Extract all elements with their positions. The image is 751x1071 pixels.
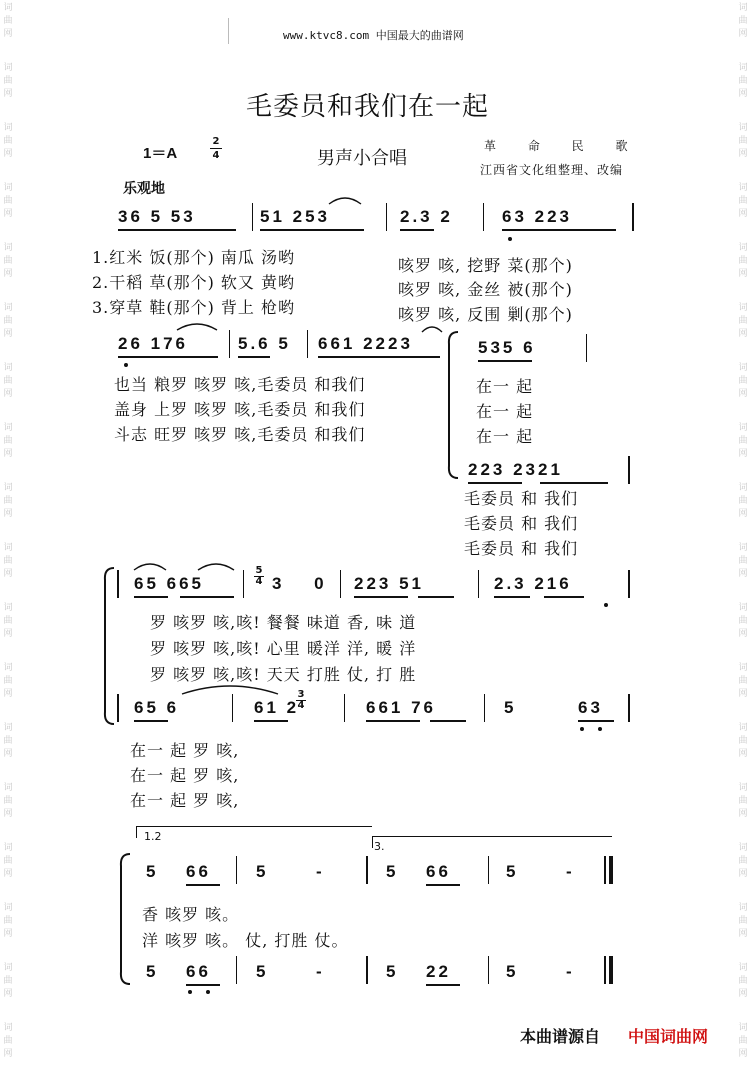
watermark-text: 词 曲 网 <box>738 723 748 759</box>
watermark-text: 词 曲 网 <box>738 483 748 519</box>
barline <box>236 856 237 884</box>
barline <box>117 570 119 598</box>
watermark-text: 词 曲 网 <box>3 543 13 579</box>
notes-s3-m2: 3 0 <box>272 574 338 593</box>
beam <box>426 984 460 986</box>
beam <box>354 596 408 598</box>
notes-s2-upper: 535 6 <box>478 338 536 357</box>
lyric-s2-v3: 斗志 旺罗 咳罗 咳,毛委员 和我们 <box>114 425 366 444</box>
lyric-s3-lower-v2: 在一 起 罗 咳, <box>130 766 240 785</box>
lyric-lower-v1: 毛委员 和 我们 <box>464 489 579 508</box>
credit-arranger: 江西省文化组整理、改编 <box>480 163 624 177</box>
lyric-s3-v1: 罗 咳罗 咳,咳! 餐餐 味道 香, 味 道 <box>150 613 417 632</box>
watermark-text: 词 曲 网 <box>738 543 748 579</box>
octave-dot <box>206 990 210 994</box>
notes-s3-lower-m2: 61 2 <box>254 698 300 717</box>
slur <box>420 322 444 334</box>
watermark-text: 词 曲 网 <box>3 903 13 939</box>
watermark-text: 词 曲 网 <box>738 663 748 699</box>
volta-label-1: 1.2 <box>144 830 162 843</box>
lyric-upper-v3: 在一 起 <box>476 427 534 446</box>
octave-dot <box>124 363 128 367</box>
lyric-lower-v2: 毛委员 和 我们 <box>464 514 579 533</box>
meter-top: 2 <box>212 136 220 147</box>
lyric-upper-v2: 在一 起 <box>476 402 534 421</box>
lyric-s4-v2: 洋 咳罗 咳。 仗, 打胜 仗。 <box>142 931 349 950</box>
barline <box>307 330 308 358</box>
meter-bottom: 4 <box>210 148 222 160</box>
lyric-s1-v3-a: 3.穿草 鞋(那个) 背上 枪哟 <box>92 298 296 317</box>
header-divider <box>228 18 229 44</box>
lyric-s1-v1-b: 咳罗 咳, 挖野 菜(那个) <box>398 256 573 275</box>
slur <box>196 560 236 572</box>
notes-s4-b2: 66 <box>186 962 211 981</box>
notes-s4-a2: 66 <box>186 862 211 881</box>
notes-s2-m1: 26 176 <box>118 334 188 353</box>
lyric-s2-v1: 也当 粮罗 咳罗 咳,毛委员 和我们 <box>114 375 366 394</box>
watermark-text: 词 曲 网 <box>738 423 748 459</box>
brand-link[interactable]: 中国词曲网 <box>628 1027 709 1046</box>
notes-s4-a8: - <box>566 862 575 881</box>
beam <box>502 229 616 231</box>
watermark-text: 词 曲 网 <box>738 243 748 279</box>
barline <box>488 956 489 984</box>
barline <box>488 856 489 884</box>
notes-s1-m2: 51 253 <box>260 207 330 226</box>
barline <box>628 456 630 484</box>
notes-s3-lower-m4: 5 <box>504 698 517 717</box>
notes-s4-a3: 5 <box>256 862 269 881</box>
notes-s3-lower-m5: 63 <box>578 698 603 717</box>
notes-s4-b8: - <box>566 962 575 981</box>
barline <box>232 694 233 722</box>
watermark-text: 词 曲 网 <box>3 123 13 159</box>
notes-s3-m1: 65 665 <box>134 574 204 593</box>
beam <box>318 356 440 358</box>
notes-s4-b6: 22 <box>426 962 451 981</box>
volta-label-2: 3. <box>374 840 385 853</box>
barline <box>483 203 484 231</box>
beam <box>134 596 168 598</box>
final-barline <box>609 856 613 884</box>
final-barline <box>609 956 613 984</box>
beam <box>134 720 168 722</box>
watermark-text: 词 曲 网 <box>738 903 748 939</box>
song-title: 毛委员和我们在一起 <box>246 92 490 122</box>
barline <box>252 203 253 231</box>
watermark-text: 词 曲 网 <box>3 63 13 99</box>
notes-s3-m3: 223 51 <box>354 574 424 593</box>
notes-s2-m2: 5.6 5 <box>238 334 291 353</box>
watermark-text: 词 曲 网 <box>3 483 13 519</box>
watermark-text: 词 曲 网 <box>3 723 13 759</box>
site-header: www.ktvc8.com 中国最大的曲谱网 <box>283 29 464 42</box>
beam <box>254 720 288 722</box>
barline <box>478 570 479 598</box>
lyric-s1-v3-b: 咳罗 咳, 反围 剿(那个) <box>398 305 573 324</box>
lyric-s4-v1: 香 咳罗 咳。 <box>142 905 240 924</box>
lyric-s3-lower-v1: 在一 起 罗 咳, <box>130 741 240 760</box>
watermark-text: 词 曲 网 <box>738 843 748 879</box>
beam <box>430 720 466 722</box>
barline <box>632 203 634 231</box>
notes-s1-m1: 36 5 53 <box>118 207 196 226</box>
meter-change-bottom: 4 <box>255 576 263 587</box>
barline <box>344 694 345 722</box>
barline <box>628 694 630 722</box>
barline <box>229 330 230 358</box>
slur <box>175 320 219 332</box>
barline <box>236 956 237 984</box>
lyric-s3-v2: 罗 咳罗 咳,咳! 心里 暖洋 洋, 暖 洋 <box>150 639 417 658</box>
watermark-text: 词 曲 网 <box>738 3 748 39</box>
slur <box>132 560 168 572</box>
notes-s3-lower-m3: 661 76 <box>366 698 436 717</box>
lyric-s2-v2: 盖身 上罗 咳罗 咳,毛委员 和我们 <box>114 400 366 419</box>
watermark-text: 词 曲 网 <box>3 783 13 819</box>
barline <box>340 570 341 598</box>
notes-s4-a1: 5 <box>146 862 159 881</box>
beam <box>544 596 584 598</box>
key-signature: 1＝A <box>143 145 178 162</box>
beam <box>186 984 220 986</box>
watermark-text: 词 曲 网 <box>738 363 748 399</box>
divisi-bracket <box>446 330 460 480</box>
notes-s4-a5: 5 <box>386 862 399 881</box>
watermark-text: 词 曲 网 <box>3 963 13 999</box>
notes-s1-m3: 2.3 2 <box>400 207 453 226</box>
barline <box>484 694 485 722</box>
watermark-text: 词 曲 网 <box>738 63 748 99</box>
beam <box>180 596 234 598</box>
watermark-text: 词 曲 网 <box>3 663 13 699</box>
beam <box>238 356 270 358</box>
notes-s4-b5: 5 <box>386 962 399 981</box>
barline <box>366 856 368 884</box>
lyric-s1-v1-a: 1.红米 饭(那个) 南瓜 汤哟 <box>92 248 296 267</box>
barline <box>604 956 606 984</box>
watermark-text: 词 曲 网 <box>738 783 748 819</box>
octave-dot <box>188 990 192 994</box>
notes-s2-lower: 223 2321 <box>468 460 563 479</box>
notes-s4-b7: 5 <box>506 962 519 981</box>
credit-source: 革 命 民 歌 <box>484 139 642 153</box>
barline <box>366 956 368 984</box>
notes-s4-b4: - <box>316 962 325 981</box>
meter-change-top: 5 <box>255 565 263 576</box>
lyric-s1-v2-a: 2.干稻 草(那个) 软又 黄哟 <box>92 273 296 292</box>
beam <box>118 356 218 358</box>
notes-s4-b3: 5 <box>256 962 269 981</box>
beam <box>260 229 364 231</box>
beam <box>478 360 532 362</box>
watermark-text: 词 曲 网 <box>3 1023 13 1059</box>
watermark-text: 词 曲 网 <box>3 303 13 339</box>
time-signature <box>210 137 222 160</box>
beam <box>426 884 460 886</box>
lyric-s3-v3: 罗 咳罗 咳,咳! 天天 打胜 仗, 打 胜 <box>150 665 417 684</box>
volta-bracket-1 <box>136 826 372 827</box>
barline <box>604 856 606 884</box>
meter-lower-bottom: 4 <box>297 700 305 711</box>
notes-s3-m4: 2.3 216 <box>494 574 572 593</box>
watermark-text: 词 曲 网 <box>738 183 748 219</box>
watermark-text: 词 曲 网 <box>3 183 13 219</box>
barline <box>586 334 587 362</box>
watermark-text: 词 曲 网 <box>3 3 13 39</box>
meter-lower-top: 3 <box>297 689 305 700</box>
notes-s4-a6: 66 <box>426 862 451 881</box>
barline <box>386 203 387 231</box>
beam <box>494 596 530 598</box>
tempo-marking: 乐观地 <box>123 181 165 197</box>
watermark-text: 词 曲 网 <box>738 123 748 159</box>
watermark-text: 词 曲 网 <box>3 363 13 399</box>
watermark-text: 词 曲 网 <box>738 1023 748 1059</box>
beam <box>578 720 614 722</box>
watermark-text: 词 曲 网 <box>3 603 13 639</box>
notes-s2-m3: 661 2223 <box>318 334 413 353</box>
watermark-text: 词 曲 网 <box>738 963 748 999</box>
beam <box>118 229 236 231</box>
barline <box>628 570 630 598</box>
meter-change <box>254 566 264 586</box>
beam <box>400 229 434 231</box>
system-bracket <box>102 566 116 726</box>
lyric-s1-v2-b: 咳罗 咳, 金丝 被(那个) <box>398 280 573 299</box>
beam <box>418 596 454 598</box>
performance-style: 男声小合唱 <box>317 148 407 169</box>
slur <box>327 194 363 206</box>
notes-s3-lower-m1: 65 6 <box>134 698 180 717</box>
volta-edge <box>136 826 137 838</box>
beam <box>186 884 220 886</box>
lyric-lower-v3: 毛委员 和 我们 <box>464 539 579 558</box>
notes-s4-b1: 5 <box>146 962 159 981</box>
meter-change-lower <box>296 690 306 710</box>
octave-dot <box>580 727 584 731</box>
notes-s4-a7: 5 <box>506 862 519 881</box>
barline <box>117 694 119 722</box>
source-label: 本曲谱源自 <box>520 1027 601 1046</box>
watermark-text: 词 曲 网 <box>3 843 13 879</box>
watermark-text: 词 曲 网 <box>738 603 748 639</box>
watermark-text: 词 曲 网 <box>3 243 13 279</box>
notes-s1-m4: 63 223 <box>502 207 572 226</box>
system-bracket <box>118 852 132 986</box>
volta-bracket-2 <box>372 836 612 837</box>
octave-dot <box>508 237 512 241</box>
notes-s4-a4: - <box>316 862 325 881</box>
lyric-upper-v1: 在一 起 <box>476 377 534 396</box>
beam <box>366 720 420 722</box>
barline <box>243 570 244 598</box>
beam <box>540 482 608 484</box>
tie <box>180 682 280 696</box>
octave-dot <box>598 727 602 731</box>
octave-dot <box>604 603 608 607</box>
lyric-s3-lower-v3: 在一 起 罗 咳, <box>130 791 240 810</box>
volta-edge <box>372 836 373 848</box>
beam <box>468 482 522 484</box>
watermark-text: 词 曲 网 <box>738 303 748 339</box>
watermark-text: 词 曲 网 <box>3 423 13 459</box>
